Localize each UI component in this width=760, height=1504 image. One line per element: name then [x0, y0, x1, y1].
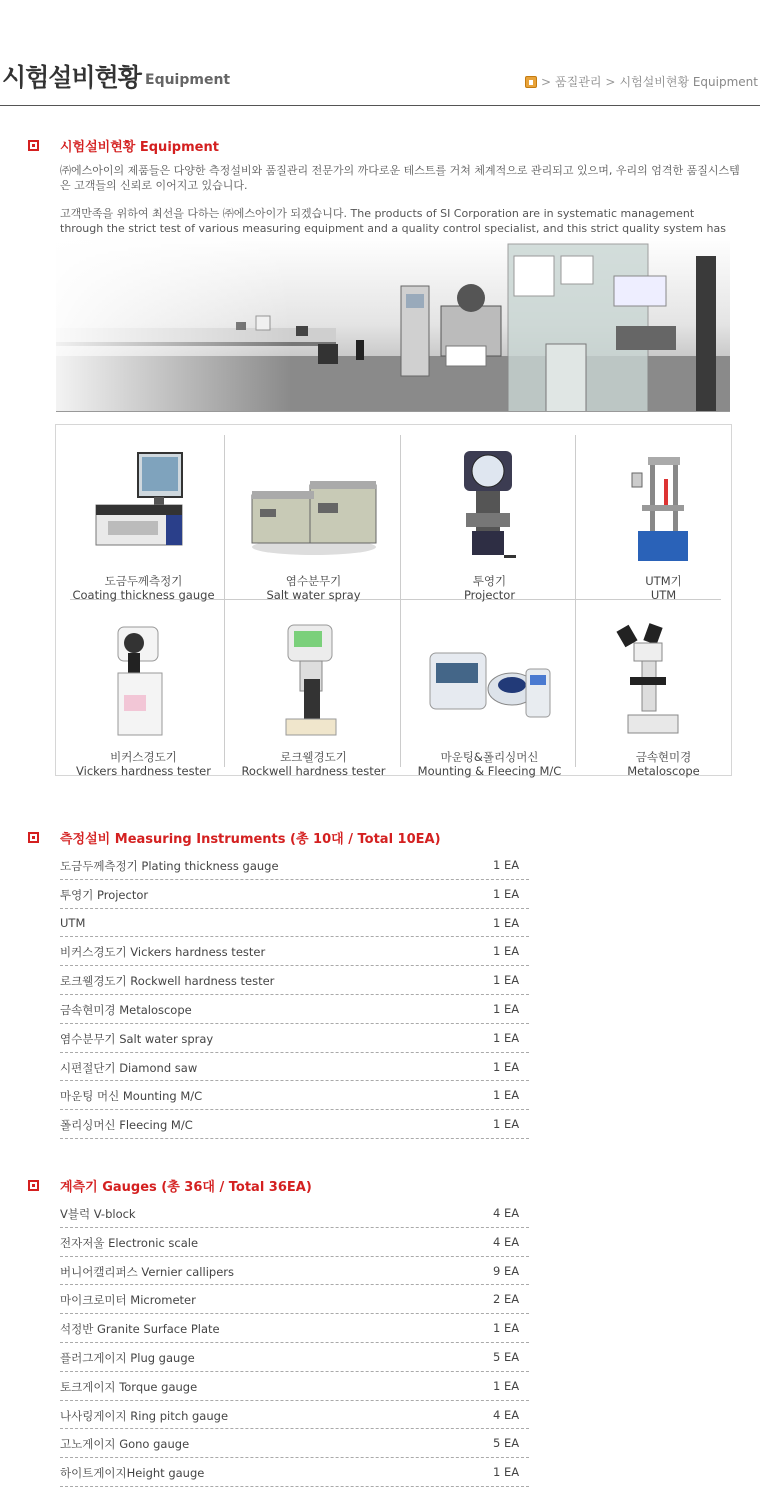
item-qty: 5 EA [493, 1349, 520, 1364]
list-item [60, 880, 529, 909]
equipment-name-ko: 로크웰경도기 [280, 750, 347, 764]
equipment-card [56, 435, 231, 602]
measuring-list [60, 851, 529, 1139]
list-item [60, 851, 529, 880]
section-heading-measuring [28, 828, 441, 847]
list-item [60, 1228, 529, 1257]
salt-spray-icon [226, 443, 401, 563]
item-qty: 9 EA [493, 1263, 520, 1278]
item-qty: 1 EA [493, 1059, 520, 1074]
equipment-name-en: Coating thickness gauge [72, 588, 215, 602]
equipment-name-en: Metaloscope [627, 764, 700, 778]
item-name: 염수분무기 Salt water spray [60, 1031, 214, 1046]
chevron-right-icon: > [605, 74, 616, 89]
intro-paragraph: ㈜에스아이의 제품들은 다양한 측정설비와 품질관리 전문가의 까다로운 테스트를 거쳐 체계적으로 관리되고 있으며, 우리의 엄격한 품질시스템은 고객들의 신뢰로 이어지고 있습니다. [60, 164, 740, 192]
list-item [60, 1372, 529, 1401]
intro-paragraph: 고객만족을 위하여 최선을 다하는 ㈜에스아이가 되겠습니다. The products of SI Corporation are in systematic management through the strict test of various measuring equipment and a quality control specialist, and this strict quality system has [60, 207, 726, 235]
item-name: 전자저울 Electronic scale [60, 1235, 199, 1250]
equipment-name-ko: 투영기 [472, 574, 507, 588]
equipment-card [56, 611, 231, 778]
item-name: 석정반 Granite Surface Plate [60, 1322, 220, 1337]
item-name: 폴리싱머신 Fleecing M/C [60, 1118, 193, 1133]
list-item [60, 1429, 529, 1458]
item-qty: 1 EA [493, 1088, 520, 1103]
section-title: 시험설비현황 Equipment [60, 140, 219, 155]
list-item [60, 1110, 529, 1139]
equipment-card [576, 611, 751, 778]
item-name: 버니어캘리퍼스 Vernier callipers [60, 1264, 234, 1279]
equipment-name-en: Rockwell hardness tester [241, 764, 386, 778]
item-qty: 4 EA [493, 1234, 520, 1249]
equipment-name-ko: 마운팅&폴리싱머신 [440, 750, 539, 764]
item-name: 마운팅 머신 Mounting M/C [60, 1089, 203, 1104]
page-title-en: Equipment [145, 72, 231, 88]
list-item [60, 1343, 529, 1372]
breadcrumb-current: 시험설비현황 Equipment [619, 75, 758, 89]
section-title: 계측기 Gauges (총 36대 / Total 36EA) [60, 1180, 312, 1195]
list-item [60, 1053, 529, 1082]
breadcrumb-quality[interactable]: 품질관리 [555, 75, 602, 89]
item-qty: 2 EA [493, 1292, 520, 1307]
item-name: 시편절단기 Diamond saw [60, 1060, 198, 1075]
item-qty: 1 EA [493, 1321, 520, 1336]
item-name: 고노게이지 Gono gauge [60, 1437, 190, 1452]
item-name: V블럭 V-block [60, 1207, 136, 1221]
item-name: 하이트게이지Height gauge [60, 1466, 205, 1481]
list-item [60, 1314, 529, 1343]
section-title: 측정설비 Measuring Instruments (총 10대 / Total 10EA) [60, 832, 441, 847]
rockwell-icon [226, 619, 401, 739]
equipment-card [576, 435, 751, 602]
projector-icon [402, 443, 577, 563]
section-heading-gauges [28, 1176, 312, 1195]
list-item [60, 1199, 529, 1228]
equipment-name-en: Salt water spray [266, 588, 361, 602]
item-qty: 1 EA [493, 1378, 520, 1393]
page-title: 시험설비현황 [2, 63, 141, 92]
equipment-name-ko: 비커스경도기 [110, 750, 177, 764]
item-name: 도금두께측정기 Plating thickness gauge [60, 859, 279, 873]
item-qty: 1 EA [493, 1030, 520, 1045]
list-item [60, 1081, 529, 1110]
equipment-card [226, 611, 401, 778]
equipment-name-ko: 금속현미경 [635, 750, 692, 764]
equipment-card [402, 611, 577, 778]
item-qty: 1 EA [493, 915, 520, 930]
utm-icon [576, 443, 751, 563]
equipment-name-en: Projector [463, 588, 516, 602]
bullet-square-icon [28, 1180, 39, 1191]
list-item [60, 1024, 529, 1053]
equipment-name-en: Mounting & Fleecing M/C [417, 764, 562, 778]
item-qty: 4 EA [493, 1206, 520, 1220]
item-qty: 1 EA [493, 1117, 520, 1132]
equipment-name-en: UTM [650, 588, 677, 602]
item-name: 로크웰경도기 Rockwell hardness tester [60, 974, 275, 989]
equipment-name-ko: 도금두께측정기 [104, 574, 183, 588]
equipment-card [226, 435, 401, 602]
list-item [60, 1401, 529, 1430]
microscope-icon [576, 619, 751, 739]
list-item [60, 1257, 529, 1286]
list-item [60, 995, 529, 1024]
mounting-icon [402, 619, 577, 739]
equipment-name-ko: UTM기 [645, 574, 682, 588]
page-header [0, 0, 760, 106]
item-name: 마이크로미터 Micrometer [60, 1293, 196, 1308]
list-item [60, 937, 529, 966]
chevron-right-icon: > [540, 74, 552, 89]
item-qty: 1 EA [493, 944, 520, 959]
breadcrumb [525, 73, 758, 90]
list-item [60, 966, 529, 995]
home-icon[interactable] [525, 76, 537, 88]
section-heading-intro [28, 136, 219, 155]
item-name: 토크게이지 Torque gauge [60, 1379, 198, 1394]
bullet-square-icon [28, 140, 39, 151]
equipment-name-ko: 염수분무기 [285, 574, 342, 588]
item-name: UTM [60, 915, 86, 930]
item-qty: 1 EA [493, 886, 520, 901]
coating-gauge-icon [56, 443, 231, 563]
item-qty: 4 EA [493, 1407, 520, 1422]
item-name: 플러그게이지 Plug gauge [60, 1350, 195, 1365]
bullet-square-icon [28, 832, 39, 843]
item-name: 금속현미경 Metaloscope [60, 1002, 192, 1017]
list-item [60, 909, 529, 938]
list-item [60, 1285, 529, 1314]
item-qty: 1 EA [493, 1465, 520, 1480]
item-name: 비커스경도기 Vickers hardness tester [60, 945, 266, 960]
list-item [60, 1458, 529, 1487]
item-qty: 1 EA [493, 973, 520, 988]
vickers-icon [56, 619, 231, 739]
equipment-card [402, 435, 577, 602]
item-qty: 5 EA [493, 1436, 520, 1451]
item-qty: 1 EA [493, 1001, 520, 1016]
gauges-list [60, 1199, 529, 1487]
item-qty: 1 EA [493, 858, 520, 872]
lab-photo [56, 236, 730, 412]
item-name: 투영기 Projector [60, 887, 149, 902]
item-name: 나사링게이지 Ring pitch gauge [60, 1408, 229, 1423]
equipment-grid [55, 424, 732, 776]
equipment-name-en: Vickers hardness tester [76, 764, 211, 778]
